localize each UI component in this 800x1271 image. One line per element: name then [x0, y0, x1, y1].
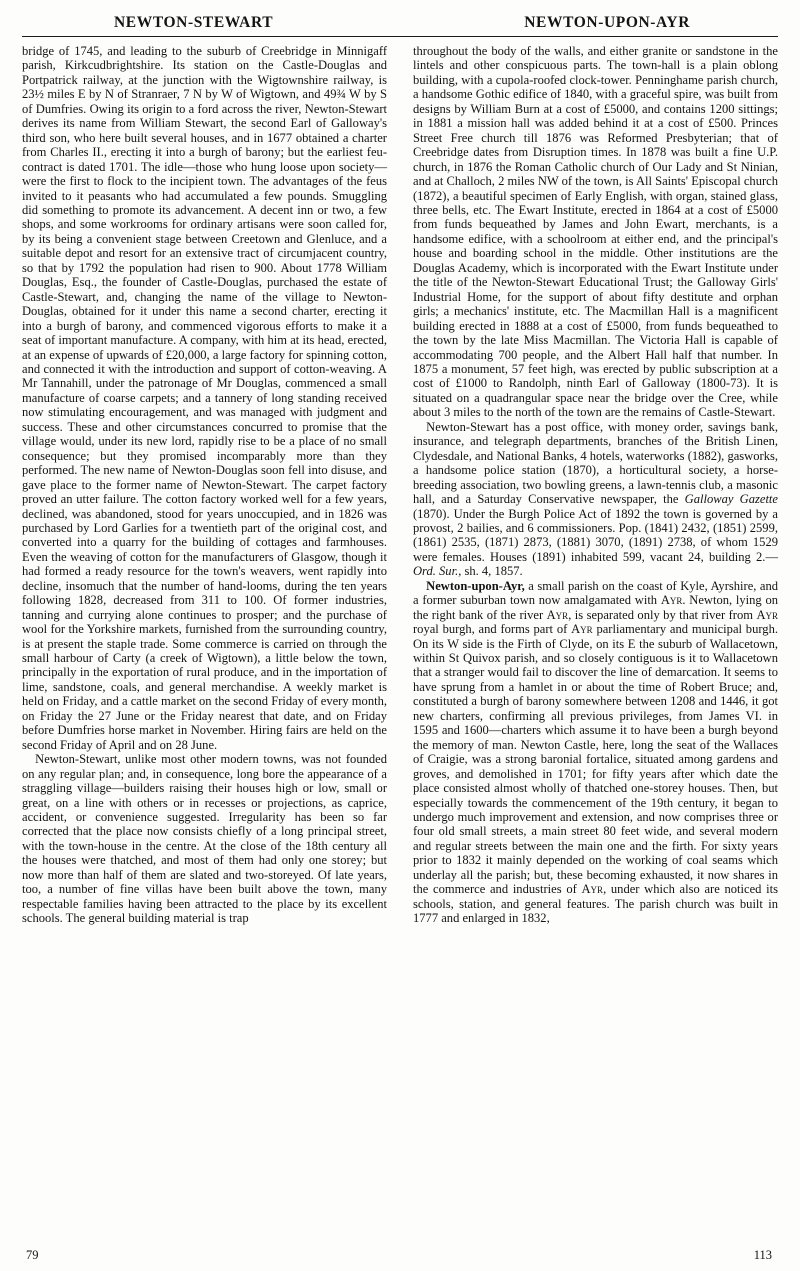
- header-left-title: NEWTON-STEWART: [114, 14, 274, 31]
- newspaper-title: Galloway Gazette: [684, 492, 778, 507]
- page-footer: [22, 1248, 778, 1263]
- smallcaps-place: Ayr: [571, 622, 593, 637]
- right-column: [400, 44, 778, 1224]
- paragraph: throughout the body of the walls, and either granite or sandstone in the lintels and other conspicuous parts. The town-hall is a plain oblong building, with a cupola-roofed clock-tower. Penninghame parish church, a handsome Gothic edifice of 1840, with a graceful spire, was built from designs by William Burn at a cost of £5000, and contains 1200 sittings; in 1881 a mission hall was added behind it at a cost of £500. Princes Street Free church till 1876 was Reformed Presbyterian; that of Creebridge dates from Disruption times. In 1878 was built a fine U.P. church, in 1876 the Roman Catholic church of Our Lady and St Ninian, and at Challoch, 2 miles NW of the town, is All Saints' Episcopal church (1872), a beautiful specimen of Early English, with organ, stained glass, three bells, etc. The Ewart Institute, erected in 1864 at a cost of £5000 from funds bequeathed by James and John Ewart, merchants, is a handsome edifice, with a schoolroom at either end, and the principal's house and boarding school in the middle. Other institutions are the Douglas Academy, which is incorporated with the Ewart Institute under the title of the Newton-Stewart Educational Trust; the Galloway Girls' Industrial Home, for the support of about fifty destitute and orphan girls; a mechanics' institute, etc. The Macmillan Hall is a magnificent building erected in 1888 at a cost of £5000, from funds bequeathed to the town by the late Miss Macmillan. The Victoria Hall is capable of accommodating 700 people, and the Albert Hall half that number. In 1875 a monument, 57 feet high, was erected by public subscription at a cost of £1000 to Randolph, ninth Earl of Galloway (1800-73). It is situated on a quadrangular space near the bridge over the Cree, while about 3 miles to the north of the town are the remains of Castle-Stewart.: [413, 44, 778, 420]
- smallcaps-place: Ayr: [581, 882, 604, 897]
- header-right-title: NEWTON-UPON-AYR: [524, 14, 690, 31]
- ordnance-survey-citation: Ord. Sur.,: [413, 564, 462, 579]
- page-header: [22, 14, 778, 37]
- paragraph: Newton-Stewart has a post office, with money order, savings bank, insurance, and telegraph departments, branches of the British Linen, Clydesdale, and National Banks, 4 hotels, waterworks (1882), gasworks, a handsome police station (1870), a horticultural society, a horse-breeding association, two bowling greens, a lawn-tennis club, a masonic hall, and a Saturday Conservative newspaper, the Galloway Gazette (1870). Under the Burgh Police Act of 1892 the town is governed by a provost, 2 bailies, and 6 commissioners. Pop. (1841) 2432, (1851) 2599, (1861) 2535, (1871) 2873, (1881) 3070, (1891) 2738, of whom 1529 were females. Houses (1891) inhabited 599, vacant 24, building 2.—Ord. Sur., sh. 4, 1857.: [413, 419, 778, 579]
- smallcaps-place: Ayr: [660, 593, 683, 608]
- paragraph: Newton-Stewart, unlike most other modern towns, was not founded on any regular plan; and, in consequence, long bore the appearance of a straggling village—builders raising their houses high or low, small or great, on a line with others or in recesses or projections, as caprice, accident, or convenience suggested. Irregularity has been so far corrected that the place now consists chiefly of a long principal street, with the town-house in the centre. At the close of the 18th century all the houses were thatched, and most of them had only one storey; but now more than half of them are slated and two-storeyed. Of late years, too, a number of fine villas have been built above the town, many respectable families having been attracted to the place by its excellent schools. The general building material is trap: [22, 752, 387, 926]
- smallcaps-place: Ayr: [756, 607, 779, 622]
- paragraph-entry-newton-upon-ayr: Newton-upon-Ayr, a small parish on the coast of Kyle, Ayrshire, and a former suburban town now amalgamated with Ayr. Newton, lying on the right bank of the river Ayr, is separated only by that river from Ayr royal burgh, and forms part of Ayr parliamentary and municipal burgh. On its W side is the Firth of Clyde, on its E the suburb of Wallacetown, within St Quivox parish, and so closely contiguous is it to Wallacetown that a stranger would fail to discover the line of demarcation. It seems to have sprung from a hamlet in or about the time of Robert Bruce; and, constituted a burgh of barony somewhere between 1208 and 1446, it got new charters, confirming all previous privileges, from James VI. in 1595 and 1600—charters which assume it to have been a burgh beyond the memory of man. Newton Castle, here, long the seat of the Wallaces of Craigie, was a strong baronial fortalice, situated among gardens and groves, and demolished in 1701; for fifty years after which date the place consisted almost wholly of thatched one-storey houses. Then, but especially towards the commencement of the 19th century, it began to undergo much improvement and extension, and now comprises three or four old small streets, a main street 80 feet wide, and several modern and regular streets between the main one and the firth. For sixty years prior to 1832 it mainly depended on the working of coal seams which underlay all the parish; but, these becoming exhausted, it now shares in the commerce and industries of Ayr, under which also are noticed its schools, station, and general features. The parish church was built in 1777 and enlarged in 1832,: [413, 578, 779, 926]
- page-number-right: 113: [753, 1248, 772, 1262]
- text-columns: [22, 44, 778, 1224]
- left-column: [22, 44, 400, 1224]
- smallcaps-place: Ayr: [546, 607, 569, 622]
- entry-name: Newton-upon-Ayr,: [426, 578, 525, 593]
- paragraph: bridge of 1745, and leading to the suburb of Creebridge in Minnigaff parish, Kirkcudbrightshire. Its station on the Castle-Douglas and Portpatrick railway, at the junction with the Wigtownshire railway, is 23½ miles E by N of Stranraer, 7 N by W of Wigtown, and 49¾ W by S of Dumfries. Owing its origin to a ford across the river, Newton-Stewart derives its name from William Stewart, the second Earl of Galloway's third son, who here built several houses, and in 1677 obtained a charter from Charles II., erecting it into a burgh of barony; but the earliest feu-contract is dated 1701. The idle—those who hung loose upon society—were the first to flock to the incipient town. The advantages of the feus invited to it peasants who had accumulated a few pounds. Smuggling did something to promote its advancement. A decent inn or two, a few shops, and some workrooms for ordinary artisans were soon called for, by its being a convenient stage between Creetown and Glenluce, and a suitable depot and resort for an extensive tract of circumjacent country, so that by 1792 the population had risen to 900. About 1778 William Douglas, Esq., the founder of Castle-Douglas, purchased the estate of Castle-Stewart, and, changing the name of the village to Newton-Douglas, obtained for it under this name a second charter, erecting it into a burgh of barony, and commenced vigorous efforts to make it a seat of important manufacture. A company, with him at its head, erected, at an expense of upwards of £20,000, a large factory for spinning cotton, and connected it with the introduction and support of cotton-weaving. A Mr Tannahill, under the patronage of Mr Douglas, commenced a small manufacture of coarse carpets; and a tannery of long standing received now stimulating encouragement, and was managed with judgment and success. These and other circumstances concurred to promise that the village would, under its new lord, rapidly rise to be a place of no small consequence; but they promised incomparably more than they performed. The new name of Newton-Douglas soon fell into disuse, and gave place to the former name of Newton-Stewart. The carpet factory proved an utter failure. The cotton factory worked well for a few years, declined, was abandoned, stood for years unoccupied, and in 1826 was purchased by Lord Garlies for a twentieth part of the original cost, and converted into a quarry for the building of cottages and farmhouses. Even the weaving of cotton for the manufacturers of Glasgow, though it had formed a ready resource for the town's weavers, went rapidly into decline, insomuch that the number of hand-looms, during the ten years following 1828, decreased from 311 to 100. Of former industries, tanning and currying alone continues to prosper; and the purchase of wool for the Yorkshire markets, furnished from the surrounding country, is at present the staple trade. Some commerce is carried on through the small harbour of Carty (a creek of Wigtown), a little below the town, principally in the exportation of rural produce, and in the importation of lime, sandstone, coals, and general merchandise. A weekly market is held on Friday, and a cattle market on the second Friday of every month, on Friday the 27 June or the Friday nearest that date, and on Friday before Dumfries horse market in November. Hiring fairs are held on the second Friday of April and on 28 June.: [22, 44, 387, 752]
- page-number-left: 79: [26, 1248, 39, 1262]
